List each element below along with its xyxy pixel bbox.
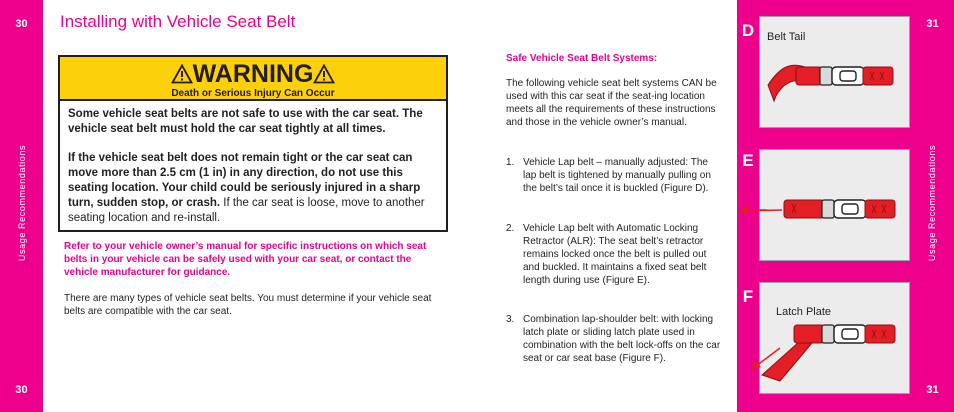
warning-box xyxy=(58,55,448,232)
warning-triangle-icon xyxy=(313,64,335,84)
warning-subtitle: Death or Serious Injury Can Occur xyxy=(171,88,335,99)
list-item xyxy=(506,222,721,287)
safe-systems-heading: Safe Vehicle Seat Belt Systems: xyxy=(506,53,658,64)
warning-header xyxy=(60,57,446,101)
belt-tail-curl-icon xyxy=(737,40,767,80)
side-label-left: Usage Recommendations xyxy=(17,144,27,262)
arrow-left-icon xyxy=(737,200,767,220)
page-number-bottom-left: 30 xyxy=(15,384,28,396)
list-item xyxy=(506,156,721,195)
list-item-number: 1. xyxy=(506,157,515,168)
list-item-number: 3. xyxy=(506,314,515,325)
page-number-bottom-right: 31 xyxy=(926,384,939,396)
alr-belt-illustration xyxy=(760,150,911,262)
list-item-text: Vehicle Lap belt – manually adjusted: The lap belt is tightened by manually pulling on the belt’s tail once it is buckled (Figure D). xyxy=(523,157,711,194)
list-item-text: Combination lap-shoulder belt: with locking latch plate or sliding latch plate used in combination with the belt lock-offs on the car seat or car seat base (Figure F). xyxy=(523,314,721,364)
side-label-right: Usage Recommendations xyxy=(927,144,937,262)
belt-types-text: There are many types of vehicle seat belts. You must determine if your vehicle seat belts are compatible with the car seat. xyxy=(64,293,432,317)
warning-title: WARNING xyxy=(192,60,314,88)
figure-d-letter: D xyxy=(741,21,755,40)
safe-systems-intro: The following vehicle seat belt systems CAN be used with this car seat if the seat-ing location meets all the requirements of these instructions and those in the vehicle owner’s manual. xyxy=(506,78,717,128)
figure-f-box xyxy=(759,282,910,394)
page-number-top-left: 30 xyxy=(15,18,28,30)
page-number-top-right: 31 xyxy=(926,18,939,30)
warning-triangle-icon xyxy=(171,64,193,84)
warning-paragraph-2-normal: If the car seat is loose, move to another seating location and re-install. xyxy=(68,197,425,224)
latch-plate-illustration xyxy=(760,283,911,395)
figure-e-box xyxy=(759,149,910,261)
list-item-number: 2. xyxy=(506,223,515,234)
figure-f-caption: Latch Plate xyxy=(776,306,832,318)
figure-f-letter: F xyxy=(742,287,754,306)
list-item xyxy=(506,313,721,365)
warning-paragraph-1: Some vehicle seat belts are not safe to use with the car seat. The vehicle seat belt must hold the car seat tightly at all times. xyxy=(68,108,423,135)
figure-d-caption: Belt Tail xyxy=(767,31,806,43)
refer-to-manual-text: Refer to your vehicle owner’s manual for specific instructions on which seat belts in your vehicle can be safely used with your car seat, or contact the vehicle manufacturer for guidance. xyxy=(64,241,427,278)
warning-title-row xyxy=(60,57,446,88)
figure-e-letter: E xyxy=(742,151,754,170)
warning-paragraph-2-bold: If the vehicle seat belt does not remain tight or the car seat can move more than 2.5 cm (1 in) in any direction, do not use this seating location. Your child could be seriously injured in a sharp turn, sudden stop, or crash. xyxy=(68,152,421,209)
page-title: Installing with Vehicle Seat Belt xyxy=(60,12,296,31)
list-item-text: Vehicle Lap belt with Automatic Locking Retractor (ALR): The seat belt’s retractor remains locked once the belt is pulled out and buckled. It maintains a fixed seat belt length during use (Figure E). xyxy=(523,223,707,286)
arrow-down-left-icon xyxy=(748,346,782,372)
warning-body xyxy=(60,101,446,226)
